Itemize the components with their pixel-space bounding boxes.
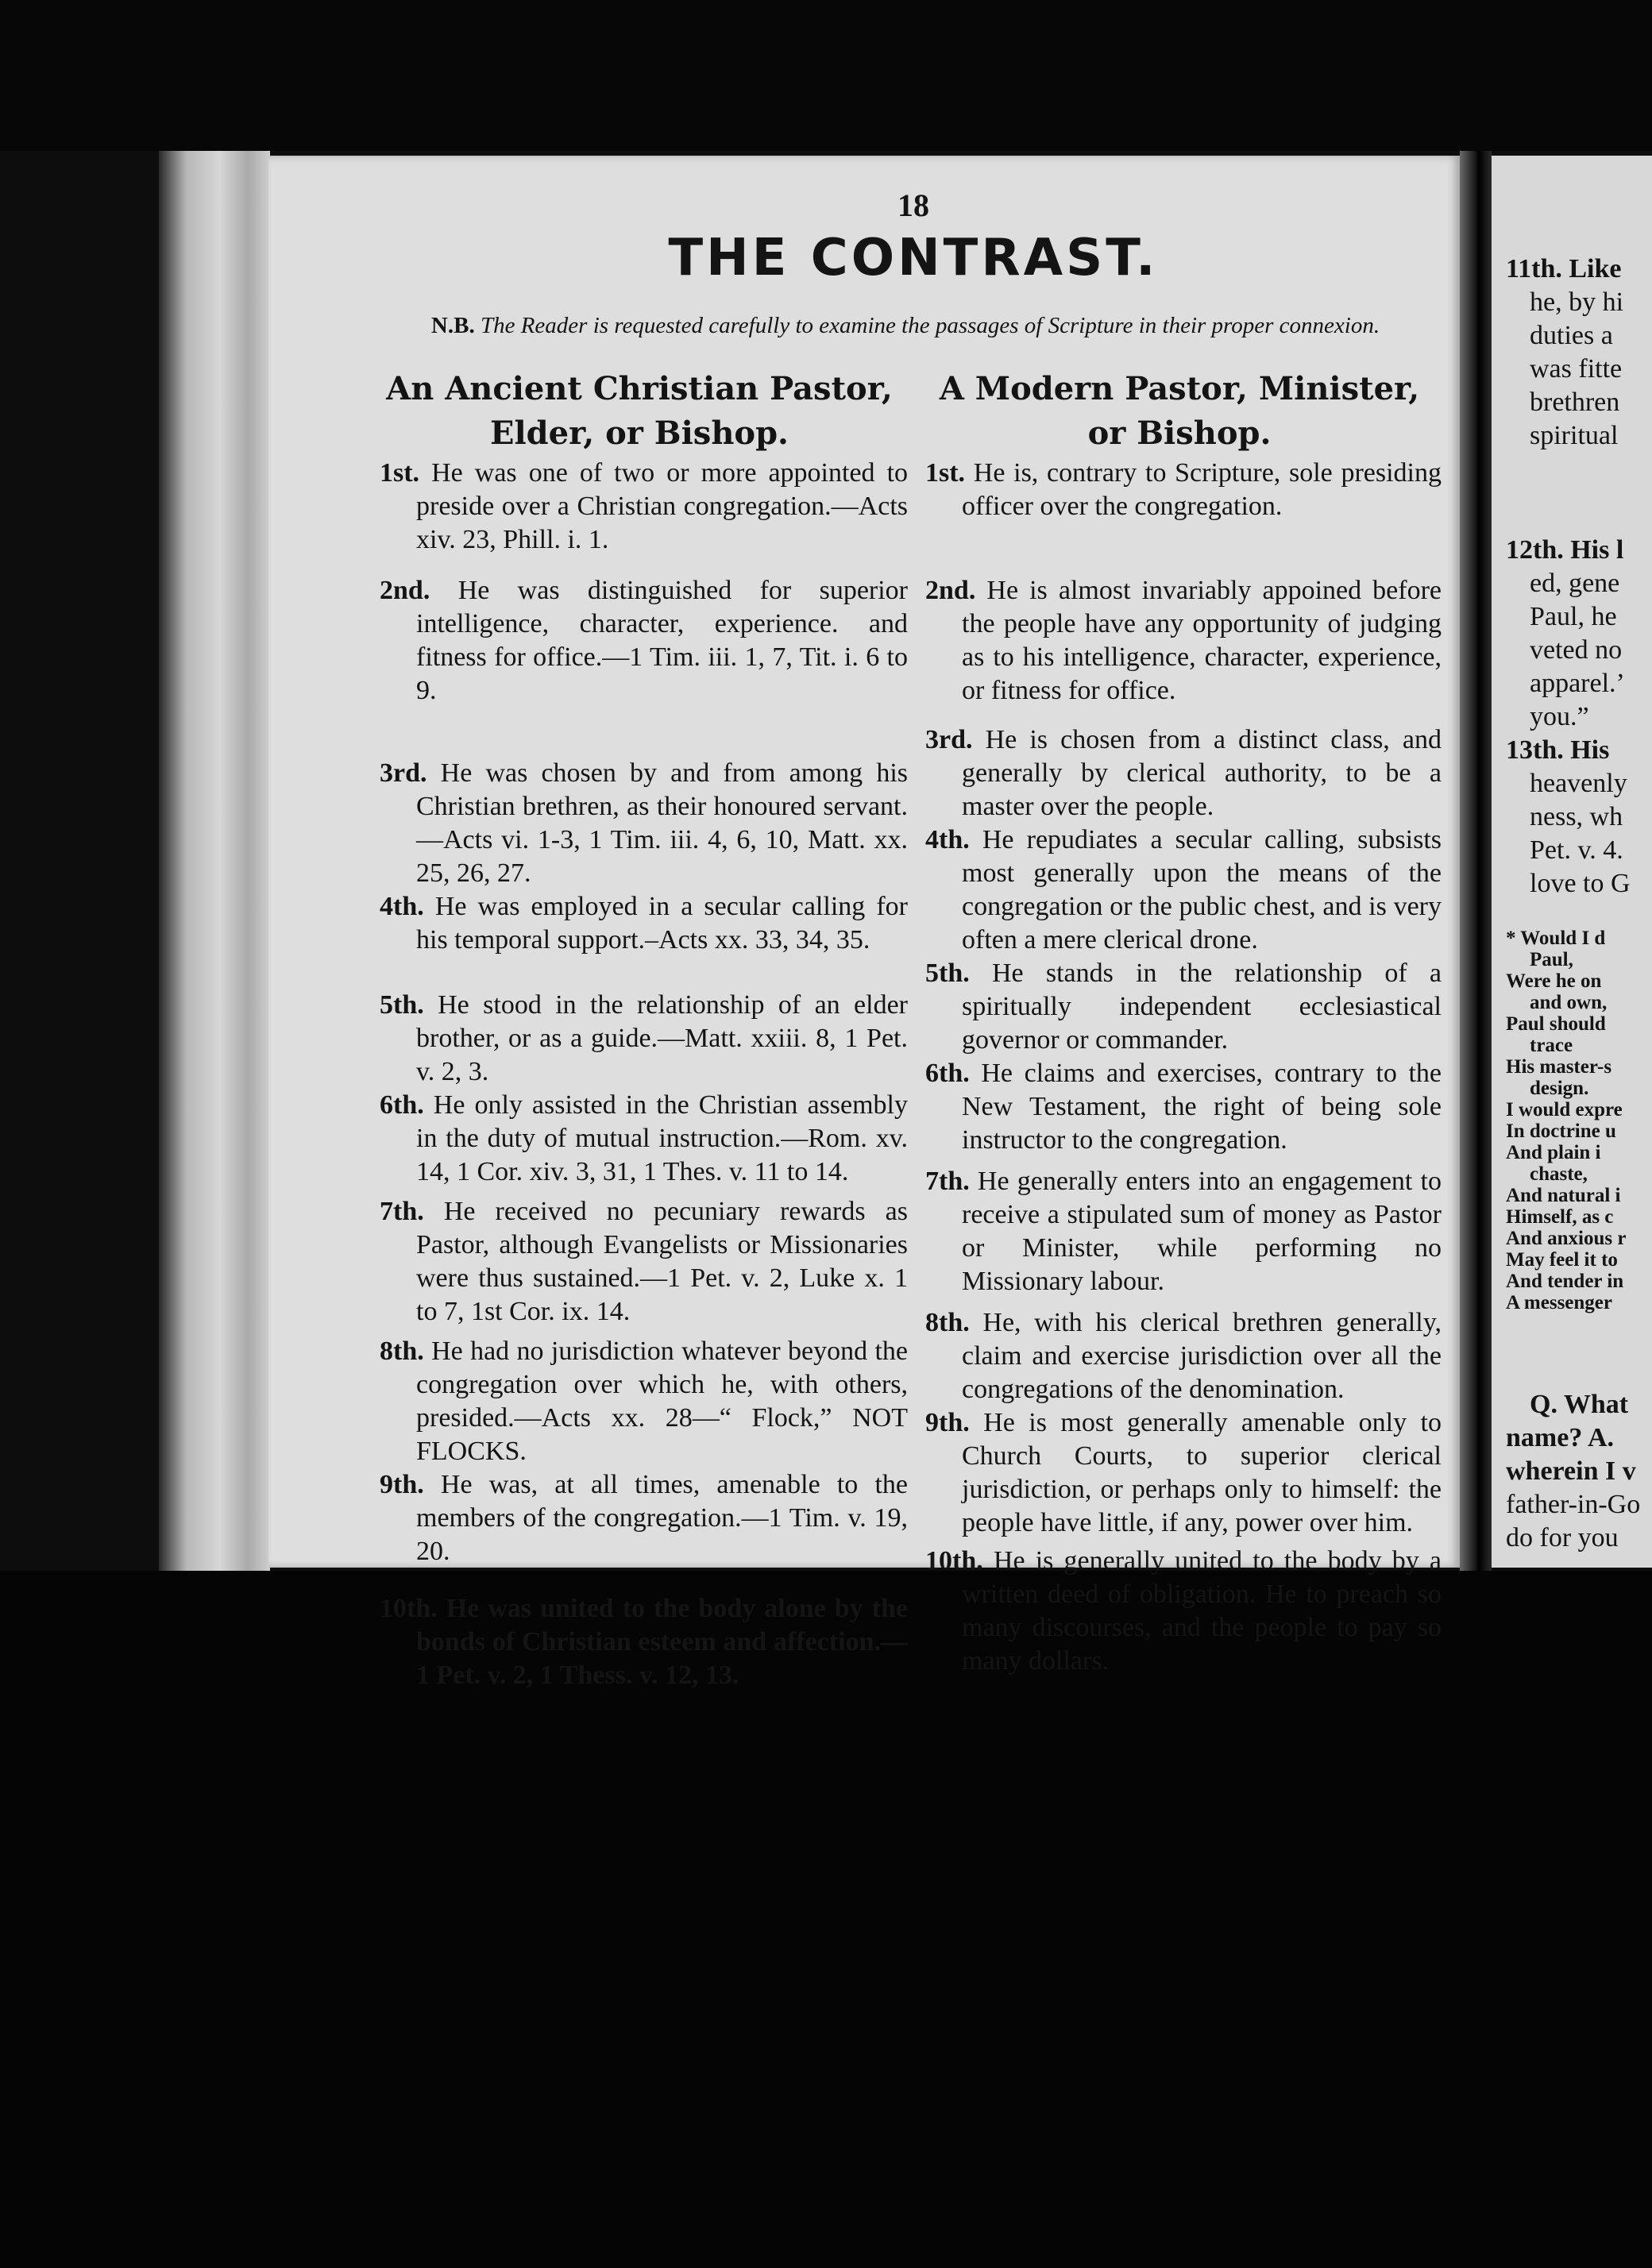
page-title: THE CONTRAST. (668, 229, 1159, 287)
entry-number: 8th. (925, 1308, 970, 1337)
entry-number: 5th. (380, 990, 424, 1020)
reader-notice (373, 310, 1438, 341)
entry-number: 10th. (380, 1594, 438, 1623)
entry-text: He was one of two or more appointed to preside over a Christian congregation.—Acts xiv. 23, Phill. i. 1. (416, 458, 909, 554)
facing-line: duties a (1530, 321, 1613, 350)
facing-poem-line: His master-s (1506, 1056, 1612, 1078)
entry-text: He received no pecuniary rewards as Pastor, although Evangelists or Missionaries were thus sustained.—1 Pet. v. 2, Luke x. 1 to 7, 1st Cor. ix. 14. (416, 1197, 908, 1326)
page-number: 18 (897, 187, 929, 223)
modern-entry-9 (925, 1406, 1442, 1540)
facing-line: love to G (1530, 869, 1631, 898)
modern-entry-10 (925, 1545, 1442, 1678)
book-page-edges (159, 151, 270, 1572)
facing-line: veted no (1530, 635, 1623, 665)
ancient-entry-10 (380, 1592, 908, 1692)
facing-poem-line: And tender in (1506, 1271, 1624, 1292)
entry-number: 1st. (925, 458, 966, 488)
ancient-heading-line2: Elder, or Bishop. (490, 415, 789, 452)
facing-line: father-in-Go (1506, 1490, 1641, 1519)
facing-poem-line: And plain i (1506, 1142, 1601, 1163)
ancient-entry-1 (380, 457, 908, 557)
facing-poem-line: Were he on (1506, 970, 1602, 992)
facing-line: you.” (1530, 702, 1589, 731)
modern-entry-2 (925, 574, 1442, 708)
entry-text: He is generally united to the body by a written deed of obligation. He to preach so many discourses, and the people to pay so many dollars. (962, 1546, 1442, 1676)
facing-poem-line: And natural i (1506, 1185, 1621, 1206)
entry-text: He stands in the relationship of a spiritually independent ecclesiastical governor or commander. (962, 958, 1442, 1055)
facing-line: 12th. His l (1506, 535, 1624, 565)
facing-poem-line: design. (1530, 1078, 1589, 1099)
facing-poem-line: * Would I d (1506, 928, 1606, 949)
entry-text: He was employed in a secular calling for his temporal support.–Acts xx. 33, 34, 35. (416, 892, 908, 955)
entry-text: He only assisted in the Christian assembly in the duty of mutual instruction.—Rom. xv. 14, 1 Cor. xiv. 3, 31, 1 Thes. v. 11 to 14. (416, 1090, 908, 1186)
entry-number: 4th. (380, 892, 424, 921)
entry-number: 7th. (925, 1167, 970, 1196)
entry-number: 3rd. (925, 725, 973, 754)
ancient-entry-2 (380, 574, 908, 708)
facing-poem-line: In doctrine u (1506, 1120, 1616, 1142)
facing-poem-line: chaste, (1530, 1163, 1588, 1185)
entry-text: He is chosen from a distinct class, and generally by clerical authority, to be a master over the people. (962, 725, 1442, 821)
facing-line: spiritual (1530, 421, 1619, 450)
modern-heading-line1: A Modern Pastor, Minister, (939, 370, 1420, 407)
facing-poem-line: May feel it to (1506, 1249, 1618, 1271)
entry-number: 2nd. (925, 576, 976, 605)
facing-poem-line: Paul, (1530, 949, 1573, 970)
ancient-entry-8 (380, 1335, 908, 1468)
entry-number: 2nd. (380, 576, 430, 605)
entry-number: 5th. (925, 958, 970, 988)
facing-line: Q. What (1530, 1390, 1629, 1419)
modern-entry-5 (925, 957, 1442, 1057)
notice-prefix: N.B. (430, 313, 475, 338)
entry-text: He is almost invariably appoined before the people have any opportunity of judging as to his intelligence, character, experience, or fitness for office. (962, 576, 1442, 705)
facing-line: ness, wh (1530, 802, 1623, 831)
facing-line: he, by hi (1530, 287, 1624, 317)
entry-number: 9th. (925, 1408, 970, 1437)
ancient-column (380, 457, 908, 1692)
facing-poem-line: Paul should (1506, 1013, 1606, 1035)
facing-line: ed, gene (1530, 569, 1620, 598)
facing-poem-line: trace (1530, 1035, 1573, 1056)
entry-text: He was distinguished for superior intelligence, character, experience. and fitness for office.—1 Tim. iii. 1, 7, Tit. i. 6 to 9. (416, 576, 909, 705)
facing-line: do for you (1506, 1523, 1619, 1552)
entry-text: He stood in the relationship of an elder brother, or as a guide.—Matt. xxiii. 8, 1 Pet. v. 2, 3. (416, 990, 908, 1086)
facing-line: apparel.’ (1530, 669, 1625, 698)
facing-line: brethren (1530, 388, 1620, 417)
entry-text: He is, contrary to Scripture, sole presiding officer over the congregation. (962, 458, 1442, 521)
modern-column-heading (921, 367, 1438, 456)
entry-text: He was chosen by and from among his Christian brethren, as their honoured servant.—Acts vi. 1-3, 1 Tim. iii. 4, 6, 10, Matt. xx. 25, 26, 27. (416, 758, 908, 888)
facing-poem-line: And anxious r (1506, 1228, 1627, 1249)
facing-line: name? A. (1506, 1423, 1614, 1452)
entry-number: 6th. (380, 1090, 424, 1120)
facing-poem-line: and own, (1530, 992, 1608, 1013)
book-gutter (1460, 151, 1492, 1572)
entry-text: He was united to the body alone by the bonds of Christian esteem and affection.—1 Pet. v. 2, 1 Thess. v. 12, 13. (416, 1594, 908, 1690)
entry-number: 10th. (925, 1546, 983, 1576)
entry-text: He, with his clerical brethren generally, claim and exercise jurisdiction over all the congregations of the denomination. (962, 1308, 1442, 1404)
ancient-entry-4 (380, 890, 908, 957)
ancient-entry-3 (380, 757, 908, 890)
scan-background-top (0, 0, 1652, 151)
modern-entry-4 (925, 824, 1442, 957)
entry-text: He was, at all times, amenable to the members of the congregation.—1 Tim. v. 19, 20. (416, 1470, 908, 1566)
modern-entry-6 (925, 1057, 1442, 1157)
modern-entry-8 (925, 1306, 1442, 1406)
ancient-entry-9 (380, 1468, 908, 1568)
facing-line: 11th. Like (1506, 254, 1622, 284)
modern-heading-line2: or Bishop. (1087, 415, 1272, 452)
entry-text: He generally enters into an engagement to receive a stipulated sum of money as Pastor or Minister, while performing no Missionary labour. (962, 1167, 1442, 1296)
ancient-heading-line1: An Ancient Christian Pastor, (386, 370, 893, 407)
facing-line: heavenly (1530, 769, 1627, 798)
entry-number: 3rd. (380, 758, 427, 788)
entry-text: He is most generally amenable only to Church Courts, to superior clerical jurisdiction, or perhaps only to himself: the people have little, if any, power over him. (962, 1408, 1442, 1537)
entry-number: 8th. (380, 1336, 424, 1366)
entry-text: He had no jurisdiction whatever beyond the congregation over which he, with others, presided.—Acts xx. 28—“ Flock,” NOT FLOCKS. (416, 1336, 909, 1466)
ancient-entry-7 (380, 1195, 908, 1329)
facing-poem-line: Himself, as c (1506, 1206, 1614, 1228)
modern-column (925, 457, 1442, 1678)
modern-entry-7 (925, 1165, 1442, 1298)
entry-number: 7th. (380, 1197, 424, 1226)
facing-line: 13th. His (1506, 735, 1610, 765)
entry-number: 9th. (380, 1470, 424, 1499)
ancient-entry-6 (380, 1089, 908, 1189)
entry-number: 4th. (925, 825, 970, 854)
facing-line: wherein I v (1506, 1456, 1636, 1486)
facing-line: Paul, he (1530, 602, 1617, 631)
facing-line: Pet. v. 4. (1530, 835, 1623, 865)
entry-number: 6th. (925, 1059, 970, 1088)
entry-text: He repudiates a secular calling, subsists most generally upon the means of the congregation or the public chest, and is very often a mere clerical drone. (962, 825, 1442, 955)
facing-line: was fitte (1530, 354, 1623, 384)
modern-entry-3 (925, 723, 1442, 824)
facing-poem-line: A messenger (1506, 1292, 1612, 1313)
entry-text: He claims and exercises, contrary to the New Testament, the right of being sole instructor to the congregation. (962, 1059, 1442, 1155)
modern-entry-1 (925, 457, 1442, 523)
notice-text: The Reader is requested carefully to examine the passages of Scripture in their proper connexion. (480, 313, 1380, 338)
entry-number: 1st. (380, 458, 420, 488)
facing-poem-line: I would expre (1506, 1099, 1623, 1120)
ancient-column-heading (373, 367, 905, 456)
ancient-entry-5 (380, 989, 908, 1089)
